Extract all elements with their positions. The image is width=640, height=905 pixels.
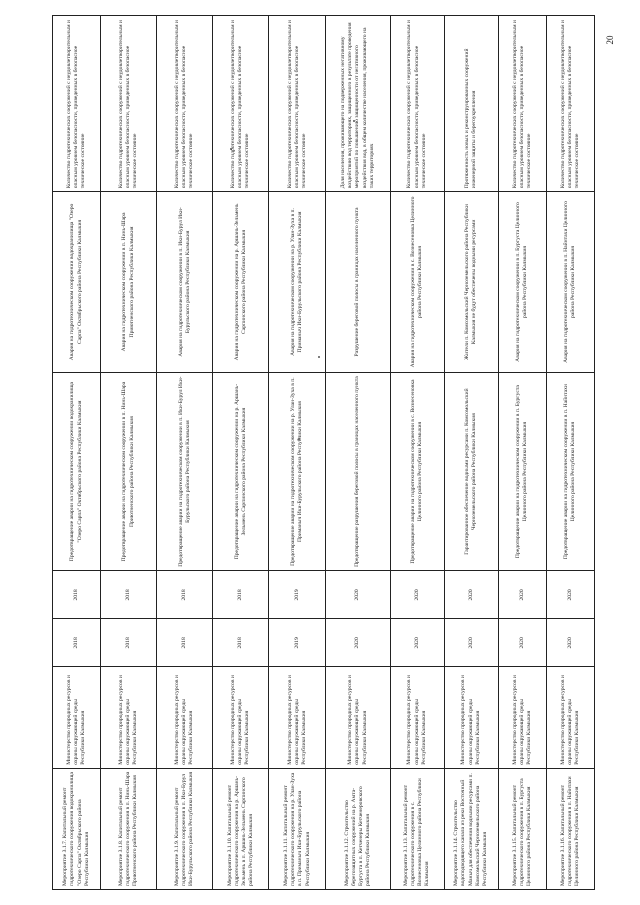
table-row — [157, 16, 213, 890]
cell-start-year: 2020 — [498, 619, 546, 667]
cell-executor: Министерство природных ресурсов и охраны окружающей среды Республики Калмыкия — [101, 667, 157, 768]
cell-end-year: 2018 — [101, 571, 157, 619]
cell-end-year: 2020 — [390, 571, 444, 619]
table-row — [498, 16, 546, 890]
cell-start-year: 2019 — [269, 619, 326, 667]
cell-end-year: 2020 — [498, 571, 546, 619]
cell-executor: Министерство природных ресурсов и охраны окружающей среды Республики Калмыкия — [498, 667, 546, 768]
cell-indicator: Количество гидротехнических сооружений с неудовлетворительным и опасным уровнем безопасности, приведенных в безопасное техническое состояние — [390, 16, 444, 192]
table-row — [326, 16, 390, 890]
cell-indicator: Количество гидротехнических сооружений с неудовлетворительным и опасным уровнем безопасности, приведенных в безопасное техническое состояние — [498, 16, 546, 192]
cell-expected-result: Предотвращение аварии на гидротехническом сооружении в п. Ики-Бурул Ики-Бурульского района Республики Калмыкия — [157, 372, 213, 571]
cell-consequences: Авария на гидротехническом сооружении в п. Найнтахи Целинного района Республики Калмыкия — [546, 192, 594, 372]
cell-event: Мероприятие 3.1.16. Капитальный ремонт гидротехнического сооружения в п. Найнтахи Целинного района Республики Калмыкия — [546, 768, 594, 889]
cell-end-year: 2020 — [546, 571, 594, 619]
cell-consequences: Авария на гидротехническом сооружении в с. Вознесеновка Целинного района Республики Калмыкия — [390, 192, 444, 372]
table-row — [53, 16, 101, 890]
cell-expected-result: Гарантированное обеспечение водными ресурсами п. Комсомольский Черноземельского района Республики Калмыкия — [444, 372, 498, 571]
cell-indicator: Количество гидротехнических сооружений с неудовлетворительным и опасным уровнем безопасности, приведенных в безопасное техническое состояние — [269, 16, 326, 192]
cell-end-year: 2020 — [444, 571, 498, 619]
cell-indicator: Протяженность новых и реконструированных сооружений инженерной защиты и берегоукрепления — [444, 16, 498, 192]
cell-consequences: Авария на гидротехническом сооружении на р. Аршань-Зельмень Сарпинского района Республики Калмыкия — [213, 192, 269, 372]
cell-end-year: 2018 — [213, 571, 269, 619]
cell-end-year: 2019 — [269, 571, 326, 619]
table-row — [213, 16, 269, 890]
cell-event: Мероприятие 3.1.13. Капитальный ремонт гидротехнического сооружения в с. Вознесеновка Целинного района Республики Калмыкия — [390, 768, 444, 889]
cell-indicator: Количество гидротехнических сооружений с неудовлетворительным и опасным уровнем безопасности, приведенных в безопасное техническое состояние — [53, 16, 101, 192]
cell-expected-result: Предотвращение аварии на гидротехническом сооружении водохранилища "Озеро Сарпа" Октябрьского района Республики Калмыкия — [53, 372, 101, 571]
cell-indicator: Количество гидротехнических сооружений с неудовлетворительным и опасным уровнем безопасности, приведенных в безопасное техническое состояние — [213, 16, 269, 192]
cell-start-year: 2020 — [326, 619, 390, 667]
cell-expected-result: Предотвращение разрушения береговой полосы в границах населенного пункта — [326, 372, 390, 571]
cell-executor: Министерство природных ресурсов и охраны окружающей среды Республики Калмыкия — [269, 667, 326, 768]
table-row — [546, 16, 594, 890]
cell-start-year: 2018 — [157, 619, 213, 667]
cell-expected-result: Предотвращение аварии на гидротехническом сооружении в с. Вознесеновка Целинного района Республики Калмыкия — [390, 372, 444, 571]
cell-expected-result: Предотвращение аварии на гидротехническом сооружении в п. Найнтахи Целинного района Республики Калмыкия — [546, 372, 594, 571]
cell-executor: Министерство природных ресурсов и охраны окружающей среды Республики Калмыкия — [326, 667, 390, 768]
program-activities-table — [52, 15, 595, 890]
cell-consequences: Жители п. Комсомольский Черноземельского района Республики Калмыкия не будут обеспечены водными ресурсами — [444, 192, 498, 372]
cell-start-year: 2020 — [390, 619, 444, 667]
cell-start-year: 2018 — [213, 619, 269, 667]
cell-event: Мероприятие 3.1.11. Капитальный ремонт гидротехнического сооружения на р. Улан-Зуха в п. Приманыч Ики-Бурульского района Республики Калмыкия — [269, 768, 326, 889]
cell-expected-result: Предотвращение аварии на гидротехническом сооружении в п. Бургуста Целинного района Республики Калмыкия — [498, 372, 546, 571]
cell-expected-result: Предотвращение аварии на гидротехническом сооружении на р. Улан-Зуха в п. Приманыч Ики-Бурульского района Республики Калмыкия — [269, 372, 326, 571]
cell-consequences: Разрушение береговой полосы в границах населенного пункта — [326, 192, 390, 372]
cell-consequences: Авария на гидротехническом сооружении в п. Бургуста Целинного района Республики Калмыкия — [498, 192, 546, 372]
cell-indicator: Количество гидротехнических сооружений с неудовлетворительным и опасным уровнем безопасности, приведенных в безопасное техническое состояние — [157, 16, 213, 192]
table-row — [101, 16, 157, 890]
cell-indicator: Количество гидротехнических сооружений с неудовлетворительным и опасным уровнем безопасности, приведенных в безопасное техническое состояние — [546, 16, 594, 192]
rotated-table-container — [52, 15, 595, 890]
cell-start-year: 2020 — [444, 619, 498, 667]
cell-executor: Министерство природных ресурсов и охраны окружающей среды Республики Калмыкия — [546, 667, 594, 768]
cell-event: Мероприятие 3.1.7. Капитальный ремонт гидротехнического сооружения водохранилища "Озеро Сарпа" Октябрьского района Республики Калмыкия — [53, 768, 101, 889]
page-number: 20 — [605, 35, 615, 45]
table-row — [444, 16, 498, 890]
cell-executor: Министерство природных ресурсов и охраны окружающей среды Республики Калмыкия — [444, 667, 498, 768]
cell-event: Мероприятие 3.1.14. Строительство водоподводящего канала из реки Восточный Маныч для обеспечения водными ресурсами п. Комсомольский Черноземельского района Республики Калмыкия — [444, 768, 498, 889]
cell-event: Мероприятие 3.1.9. Капитальный ремонт гидротехнического сооружения в п. Ики-Бурул Ики-Бурульского района Республики Калмыкия — [157, 768, 213, 889]
cell-event: Мероприятие 3.1.10. Капитальный ремонт гидротехнического сооружения на р. Аршань-Зельмень в п. Аршань-Зельмень Сарпинского района Республики Калмыкия — [213, 768, 269, 889]
cell-indicator: Доля населения, проживающего на подверженных негативному воздействию вод территориях, защищенного в результате проведения мероприятий по повышению защищенности от негативного воздействия вод, в общем количестве населения, проживающего на таких территориях — [326, 16, 390, 192]
cell-indicator: Количество гидротехнических сооружений с неудовлетворительным и опасным уровнем безопасности, приведенных в безопасное техническое состояние — [101, 16, 157, 192]
cell-executor: Министерство природных ресурсов и охраны окружающей среды Республики Калмыкия — [157, 667, 213, 768]
cell-consequences: Авария на гидротехническом сооружении в п. Нинь-Шара Приютненского района Республики Калмыкия — [101, 192, 157, 372]
cell-event: Мероприятие 3.1.15. Капитальный ремонт гидротехнического сооружения в п. Бургуста Целинного района Республики Калмыкия — [498, 768, 546, 889]
cell-end-year: 2020 — [326, 571, 390, 619]
cell-expected-result: Предотвращение аварии на гидротехническом сооружении на р. Аршань-Зельмень Сарпинского района Республики Калмыкия — [213, 372, 269, 571]
cell-event: Мероприятие 3.1.12. Строительство берегозащитных сооружений на р. Амта-Бургуста в п. Кетченеры Кетченеровского района Республики Калмыкия — [326, 768, 390, 889]
table-row — [269, 16, 326, 890]
cell-start-year: 2020 — [546, 619, 594, 667]
cell-start-year: 2018 — [53, 619, 101, 667]
cell-consequences: Авария на гидротехническом сооружении в п. Ики-Бурул Ики-Бурульского района Республики Калмыкия — [157, 192, 213, 372]
cell-end-year: 2018 — [53, 571, 101, 619]
cell-expected-result: Предотвращение аварии на гидротехническом сооружении в п. Нинь-Шара Приютненского района Республики Калмыкия — [101, 372, 157, 571]
cell-event: Мероприятие 3.1.8. Капитальный ремонт гидротехнического сооружения в п. Нинь-Шара Приютненского района Республики Калмыкия — [101, 768, 157, 889]
cell-executor: Министерство природных ресурсов и охраны окружающей среды Республики Калмыкия — [213, 667, 269, 768]
cell-consequences: Авария на гидротехническом сооружении на р. Улан-Зуха в п. Приманыч Ики-Бурульского района Республики Калмыкия — [269, 192, 326, 372]
cell-consequences: Авария на гидротехническом сооружении водохранилища "Озеро Сарпа" Октябрьского района Республики Калмыкия — [53, 192, 101, 372]
cell-end-year: 2018 — [157, 571, 213, 619]
cell-start-year: 2018 — [101, 619, 157, 667]
cell-executor: Министерство природных ресурсов и охраны окружающей среды Республики Калмыкия — [390, 667, 444, 768]
cell-executor: Министерство природных ресурсов и охраны окружающей среды Республики Калмыкия — [53, 667, 101, 768]
table-row — [390, 16, 444, 890]
